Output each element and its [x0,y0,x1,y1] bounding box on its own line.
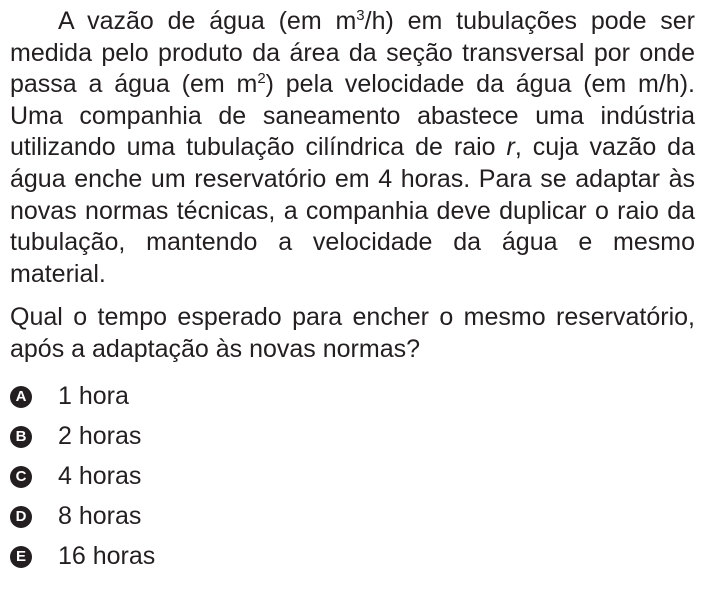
statement-text-3: ) pela velocidade da água (em m/h). Uma companhia de saneamento abastece uma indústria utilizando uma tubulação cilíndrica de raio [10,70,695,162]
question-statement [10,6,695,290]
option-b[interactable] [10,417,695,457]
answer-options [10,377,695,577]
radius-variable: r [506,133,515,162]
option-d-letter-icon: D [10,506,32,528]
option-d[interactable] [10,497,695,537]
statement-text-4: , cuja vazão da água enche um reservatório em 4 horas. Para se adaptar às novas normas técnicas, a companhia deve duplicar o raio da tubulação, mantendo a velocidade da água e mesmo material. [10,133,695,288]
option-e[interactable] [10,537,695,577]
statement-text-1: A vazão de água (em m [58,7,357,35]
option-d-text: 8 horas [58,502,142,531]
question-prompt: Qual o tempo esperado para encher o mesmo reservatório, após a adaptação às novas normas? [10,303,695,363]
option-c-letter-icon: C [10,466,32,488]
superscript-2: 2 [257,70,266,88]
option-b-text: 2 horas [58,422,142,451]
superscript-3: 3 [356,7,365,24]
option-c[interactable] [10,457,695,497]
option-a-text: 1 hora [58,382,129,411]
option-e-text: 16 horas [58,542,156,571]
option-c-text: 4 horas [58,462,142,491]
statement-text-2: /h) em tubulações pode ser medida pelo produto da área da seção transversal por onde passa a água (em m [10,7,695,99]
option-a-letter-icon: A [10,386,32,408]
option-a[interactable] [10,377,695,417]
option-e-letter-icon: E [10,546,32,568]
option-b-letter-icon: B [10,426,32,448]
